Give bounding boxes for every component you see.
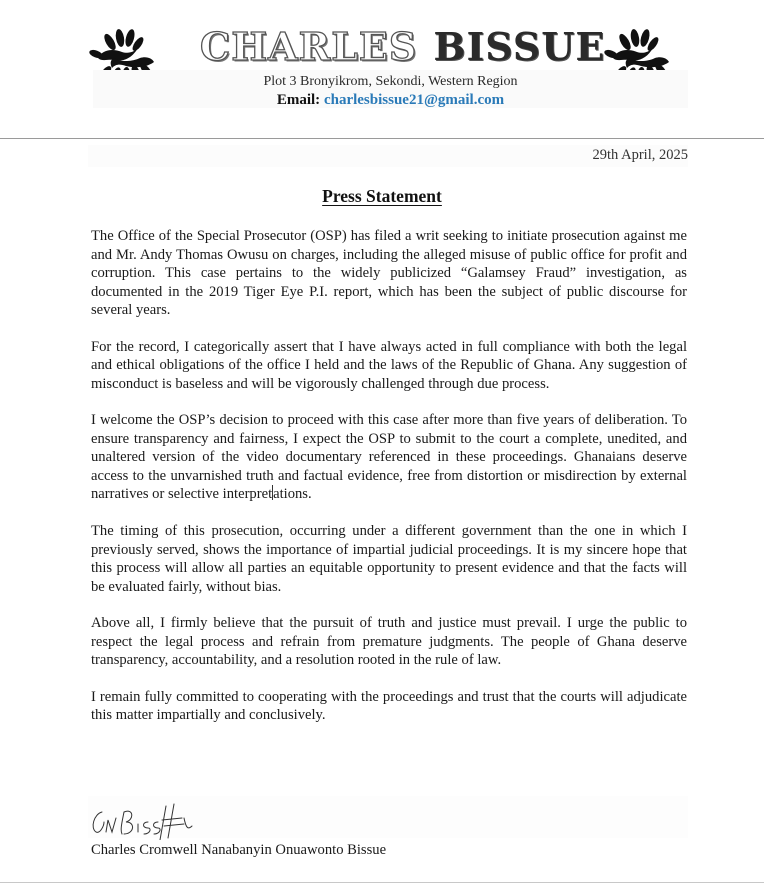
paragraph-3-text: I welcome the OSP’s decision to proceed with this case after more than five years of deliberation. To ensure transparency and fairness, I expect the OSP to submit to the court a complete, unedited, and unaltered version of the video documentary referenced in these proceedings. Ghanaians deserve access to the unvarnished truth and factual evidence, free from distortion or misdirection by external narratives or selective interpret [91,412,687,503]
footer-divider [0,882,764,883]
document-title: Press Statement [322,186,442,206]
paragraph-3-tail: ations. [273,486,312,503]
email-label: Email: [276,92,321,108]
paragraph-3 [91,411,687,504]
paragraph-5: Above all, I firmly believe that the pursuit of truth and justice must prevail. I urge the public to respect the legal process and refrain from premature judgments. The people of Ghana deserve transparency, accountability, and a resolution rooted in the rule of law. [91,615,687,669]
document-date: 29th April, 2025 [592,147,688,163]
document-body [91,227,687,743]
paragraph-4: The timing of this prosecution, occurring under a different government than the one in which I previously served, shows the importance of impartial judicial proceedings. It is my sincere hope that this process will allow all parties an equitable opportunity to present evidence and that the facts will be evaluated fairly, without bias. [91,523,687,595]
signer-name: Charles Cromwell Nanabanyin Onuawonto Bissue [91,842,387,858]
paragraph-6: I remain fully committed to cooperating with the proceedings and trust that the courts will adjudicate this matter impartially and conclusively. [91,688,687,724]
letterhead-email-row [93,91,688,110]
letterhead-last-name: BISSUE [433,24,606,69]
letterhead-first-name: CHARLES [200,24,418,69]
letterhead-name [200,24,606,70]
letterhead [0,0,764,130]
letterhead-address: Plot 3 Bronyikrom, Sekondi, Western Region [263,74,518,89]
email-link[interactable]: charlesbissue21@gmail.com [323,92,505,108]
signature-image [88,798,208,840]
header-divider [0,138,764,139]
paragraph-2: For the record, I categorically assert that I have always acted in full compliance with both the legal and ethical obligations of the office I held and the laws of the Republic of Ghana. Any suggestion of misconduct is baseless and will be vigorously challenged through due process. [91,338,687,392]
paragraph-1: The Office of the Special Prosecutor (OSP) has filed a writ seeking to initiate prosecution against me and Mr. Andy Thomas Owusu on charges, including the alleged misuse of public office for profit and corruption. This case pertains to the widely publicized “Galamsey Fraud” investigation, as documented in the 2019 Tiger Eye P.I. report, which has been the subject of public discourse for several years. [91,228,687,318]
